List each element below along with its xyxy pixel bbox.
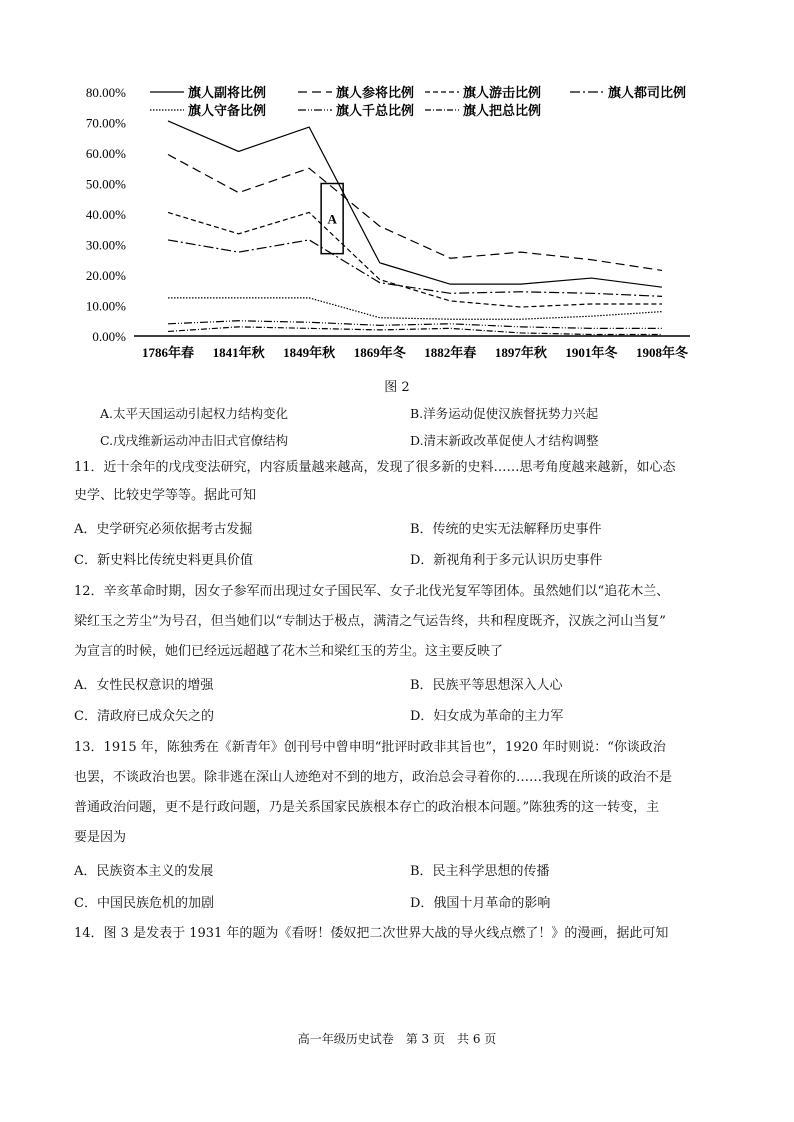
legend-label: 旗人游击比例 bbox=[463, 86, 542, 101]
annotation-box-a bbox=[321, 184, 343, 254]
q12-stem-line3: 为宣言的时候，她们已经远远超越了花木兰和梁红玉的芳尘。这主要反映了 bbox=[74, 644, 504, 659]
y-tick-label: 60.00% bbox=[85, 146, 126, 161]
q12-option-b: B．民族平等思想深入人心 bbox=[410, 678, 563, 693]
legend-label: 旗人守备比例 bbox=[188, 104, 267, 119]
q11-option-c: C．新史料比传统史料更具价值 bbox=[74, 553, 253, 568]
q12-option-c: C．清政府已成众矢之的 bbox=[74, 709, 214, 724]
series-line-1 bbox=[168, 121, 662, 287]
legend-label: 旗人参将比例 bbox=[336, 86, 415, 101]
q13-stem-line3: 普通政治问题，更不是行政问题，乃是关系国家民族根本存亡的政治根本问题。”陈独秀的这一转变，主 bbox=[74, 800, 660, 815]
x-tick-label: 1897年秋 bbox=[494, 345, 547, 360]
legend-label: 旗人都司比例 bbox=[608, 86, 687, 101]
x-tick-label: 1869年冬 bbox=[353, 345, 406, 360]
y-axis bbox=[86, 85, 126, 344]
q10-option-a: A.太平天国运动引起权力结构变化 bbox=[100, 406, 289, 421]
q10-option-c: C.戊戌维新运动冲击旧式官僚结构 bbox=[100, 433, 289, 448]
y-tick-label: 50.00% bbox=[85, 176, 126, 192]
legend bbox=[150, 85, 686, 119]
y-tick-label: 20.00% bbox=[85, 268, 126, 283]
line-chart bbox=[70, 78, 730, 370]
x-axis bbox=[134, 336, 690, 360]
q13-stem-line1: 13．1915 年，陈独秀在《新青年》创刊号中曾申明“批评时政非其旨也”，1920 年时则说：“你谈政治 bbox=[74, 740, 666, 755]
x-tick-label: 1841年秋 bbox=[212, 345, 265, 360]
q12-stem-line2: 梁红玉之芳尘”为号召，但当她们以“专制达于极点，满清之气运告终，共和程度既齐，汉族之河山当复” bbox=[74, 614, 666, 629]
q12-option-d: D．妇女成为革命的主力军 bbox=[410, 709, 564, 724]
legend-label: 旗人副将比例 bbox=[188, 86, 267, 101]
q11-stem-line2: 史学、比较史学等等。据此可知 bbox=[74, 488, 257, 503]
q13-option-b: B．民主科学思想的传播 bbox=[410, 864, 550, 879]
series-line-4 bbox=[168, 240, 662, 296]
series-line-5 bbox=[168, 298, 662, 319]
q10-option-d: D.清末新政改革促使人才结构调整 bbox=[410, 433, 599, 448]
y-tick-label: 30.00% bbox=[85, 237, 126, 253]
q14-stem-line1: 14．图 3 是发表于 1931 年的题为《看呀！倭奴把二次世界大战的导火线点燃了！》的漫画，据此可知 bbox=[74, 926, 669, 941]
q13-option-a: A．民族资本主义的发展 bbox=[74, 864, 214, 879]
q13-option-d: D．俄国十月革命的影响 bbox=[410, 896, 551, 911]
y-tick-label: 70.00% bbox=[85, 115, 126, 131]
q12-stem-line1: 12．辛亥革命时期，因女子参军而出现过女子国民军、女子北伐光复军等团体。虽然她们以“追花木兰、 bbox=[74, 584, 670, 599]
q11-option-a: A．史学研究必须依据考古发掘 bbox=[74, 522, 253, 537]
q12-option-a: A．女性民权意识的增强 bbox=[74, 678, 214, 693]
annotation-label: A bbox=[327, 211, 337, 227]
legend-label: 旗人千总比例 bbox=[336, 104, 415, 119]
q11-stem-line1: 11．近十余年的戊戌变法研究，内容质量越来越高，发现了很多新的史料……思考角度越来越新，如心态 bbox=[74, 460, 676, 475]
x-tick-label: 1786年春 bbox=[141, 345, 195, 360]
q11-option-d: D．新视角利于多元认识历史事件 bbox=[410, 553, 603, 568]
q13-stem-line4: 要是因为 bbox=[74, 830, 127, 845]
q10-option-b: B.洋务运动促使汉族督抚势力兴起 bbox=[410, 406, 599, 421]
x-tick-label: 1901年冬 bbox=[565, 345, 618, 360]
series-lines bbox=[168, 121, 662, 335]
q11-option-b: B．传统的史实无法解释历史事件 bbox=[410, 522, 602, 537]
q13-stem-line2: 也罢，不谈政治也罢。除非逃在深山人迹绝对不到的地方，政治总会寻着你的……我现在所谈的政治不是 bbox=[74, 770, 673, 785]
series-line-2 bbox=[168, 155, 662, 271]
y-tick-label: 0.00% bbox=[92, 329, 126, 344]
y-tick-label: 10.00% bbox=[85, 298, 126, 314]
y-tick-label: 80.00% bbox=[85, 85, 126, 100]
q13-option-c: C．中国民族危机的加剧 bbox=[74, 896, 214, 911]
figure-caption: 图 2 bbox=[384, 380, 410, 395]
page-footer: 高一年级历史试卷 第 3 页 共 6 页 bbox=[297, 1032, 497, 1046]
x-tick-label: 1908年冬 bbox=[635, 345, 689, 360]
y-tick-label: 40.00% bbox=[85, 207, 126, 222]
x-tick-label: 1849年秋 bbox=[283, 345, 336, 360]
legend-label: 旗人把总比例 bbox=[463, 104, 542, 119]
x-tick-label: 1882年春 bbox=[424, 345, 477, 360]
